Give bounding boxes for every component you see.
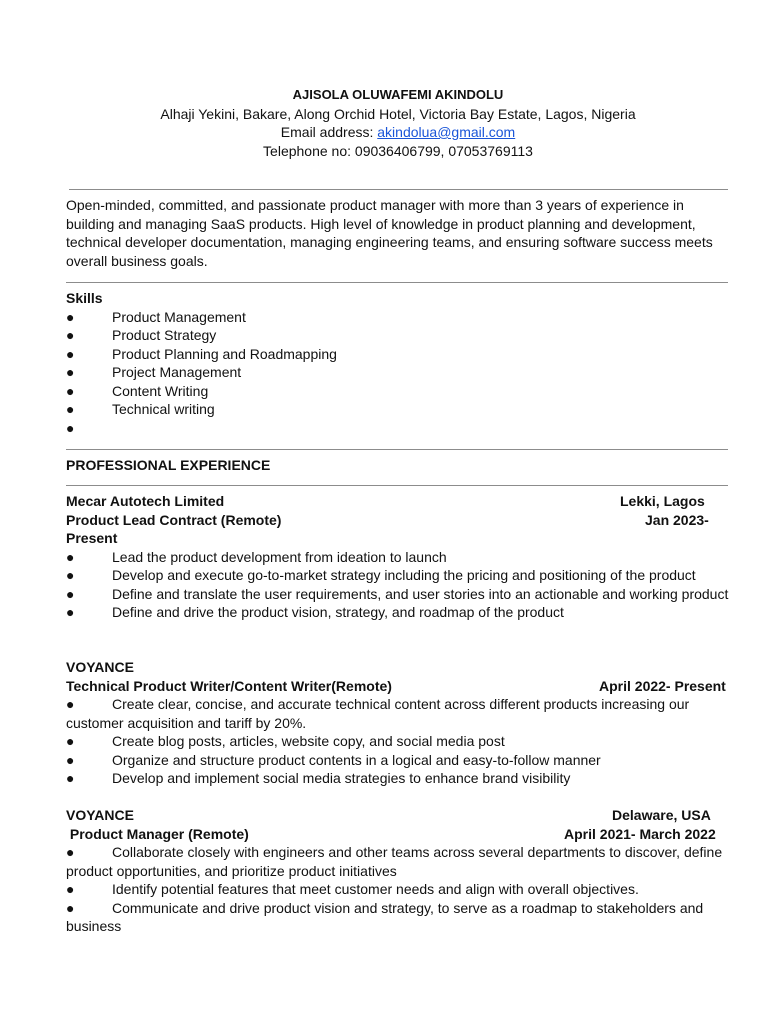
skill: Content Writing xyxy=(112,382,209,399)
job-dates-continued: Present xyxy=(66,530,118,546)
list-item xyxy=(66,566,730,585)
job-role: Technical Product Writer/Content Writer(Remote) xyxy=(66,677,392,694)
list-item xyxy=(66,326,730,345)
bullet: ● xyxy=(66,696,75,712)
job-bullet: Organize and structure product contents in a logical and easy-to-follow manner xyxy=(112,751,601,768)
job-role: Product Lead Contract (Remote) xyxy=(66,511,282,528)
skills-list xyxy=(66,308,730,438)
skill: Product Strategy xyxy=(112,327,217,343)
divider xyxy=(66,449,728,450)
skill: Product Planning and Roadmapping xyxy=(112,345,337,362)
bullet: ● xyxy=(66,382,75,399)
list-item xyxy=(66,419,730,438)
list-item xyxy=(66,308,730,327)
list-item xyxy=(66,899,730,936)
job-header xyxy=(66,492,730,511)
candidate-name: AJISOLA OLUWAFEMI AKINDOLU xyxy=(292,87,504,102)
job-dates: April 2022- Present xyxy=(599,677,726,694)
job-role: Product Manager (Remote) xyxy=(66,825,249,842)
job-bullet: Develop and execute go-to-market strategy including the pricing and positioning of the product xyxy=(112,567,696,583)
divider xyxy=(69,189,728,190)
job-bullet: Lead the product development from ideation to launch xyxy=(112,548,447,565)
bullet: ● xyxy=(66,881,75,897)
divider xyxy=(66,282,728,283)
skills-section xyxy=(66,289,730,437)
email-link[interactable]: akindolua@gmail.com xyxy=(377,124,516,140)
skills-heading: Skills xyxy=(66,290,103,306)
bullet: ● xyxy=(66,308,75,325)
telephone: Telephone no: 09036406799, 07053769113 xyxy=(263,142,533,159)
list-item xyxy=(66,345,730,364)
skill: Product Management xyxy=(112,308,246,325)
bullet: ● xyxy=(66,585,75,602)
bullet: ● xyxy=(66,401,75,417)
list-item xyxy=(66,880,730,899)
job-bullet: Create blog posts, articles, website copy, and social media post xyxy=(112,733,505,749)
resume-header xyxy=(0,86,768,160)
job-dates: Jan 2023- xyxy=(645,511,709,528)
job-role-row xyxy=(66,825,730,844)
job-bullet: Collaborate closely with engineers and other teams across several departments to discover, define product opportunities, and prioritize product initiatives xyxy=(66,844,723,879)
list-item xyxy=(66,769,730,788)
skill: Technical writing xyxy=(112,401,215,417)
bullet: ● xyxy=(66,751,75,768)
bullet: ● xyxy=(66,345,75,362)
job-entry xyxy=(66,658,730,788)
list-item xyxy=(66,843,730,880)
list-item xyxy=(66,585,730,604)
bullet: ● xyxy=(66,844,75,860)
list-item xyxy=(66,548,730,567)
bullet: ● xyxy=(66,419,75,436)
company: Mecar Autotech Limited xyxy=(66,493,225,509)
list-item xyxy=(66,695,730,732)
bullet: ● xyxy=(66,567,75,583)
list-item xyxy=(66,363,730,382)
job-bullet: Develop and implement social media strategies to enhance brand visibility xyxy=(112,770,571,786)
job-header xyxy=(66,806,730,825)
job-dates: April 2021- March 2022 xyxy=(564,825,716,842)
location: Lekki, Lagos xyxy=(620,493,705,509)
address: Alhaji Yekini, Bakare, Along Orchid Hotel, Victoria Bay Estate, Lagos, Nigeria xyxy=(160,105,636,122)
job-entry xyxy=(66,492,730,622)
bullet: ● xyxy=(66,733,75,749)
bullet: ● xyxy=(66,604,75,620)
bullet: ● xyxy=(66,899,75,916)
bullet: ● xyxy=(66,548,75,565)
job-bullet: Identify potential features that meet customer needs and align with overall objectives. xyxy=(112,881,639,897)
job-role-row xyxy=(66,511,730,530)
list-item xyxy=(66,382,730,401)
location: Delaware, USA xyxy=(612,807,711,823)
list-item xyxy=(66,732,730,751)
experience-heading: PROFESSIONAL EXPERIENCE xyxy=(66,457,271,473)
bullet: ● xyxy=(66,364,75,380)
divider xyxy=(66,485,728,486)
email-line xyxy=(0,123,768,142)
job-entry xyxy=(66,806,730,936)
job-header xyxy=(66,658,730,677)
company: VOYANCE xyxy=(66,659,134,675)
list-item xyxy=(66,603,730,622)
email-label: Email address: xyxy=(280,124,378,140)
skill: Project Management xyxy=(112,364,242,380)
job-bullet: Communicate and drive product vision and strategy, to serve as a roadmap to stakeholders and business xyxy=(66,899,704,934)
summary: Open-minded, committed, and passionate product manager with more than 3 years of experience in building and managing SaaS products. High level of knowledge in product planning and development, technical developer documentation, managing engineering teams, and ensuring software success meets overall business goals. xyxy=(66,197,713,269)
company: VOYANCE xyxy=(66,807,134,823)
job-bullet: Define and drive the product vision, strategy, and roadmap of the product xyxy=(112,604,564,620)
job-role-row xyxy=(66,677,730,696)
bullet: ● xyxy=(66,327,75,343)
bullet: ● xyxy=(66,770,75,786)
list-item xyxy=(66,400,730,419)
job-bullet: Define and translate the user requirements, and user stories into an actionable and working product xyxy=(112,585,729,602)
list-item xyxy=(66,751,730,770)
job-bullet: Create clear, concise, and accurate technical content across different products increasing our customer acquisition and tariff by 20%. xyxy=(66,696,690,731)
